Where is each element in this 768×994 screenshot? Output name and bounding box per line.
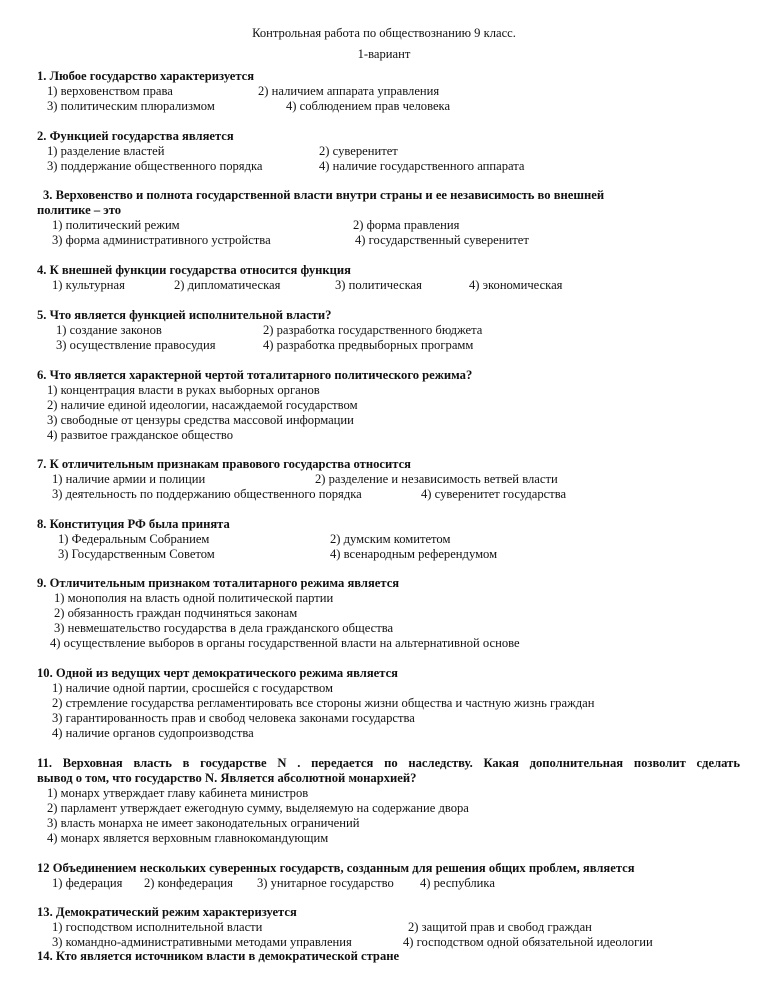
q3-option-1: 1) политический режим	[52, 218, 180, 232]
q9-option-3: 3) невмешательство государства в дела гражданского общества	[54, 621, 394, 635]
q9-option-2: 2) обязанность граждан подчиняться законам	[54, 606, 298, 620]
q7-option-2: 2) разделение и независимость ветвей власти	[315, 472, 558, 486]
q10-option-1: 1) наличие одной партии, сросшейся с государством	[52, 681, 333, 695]
q13-option-1: 1) господством исполнительной власти	[52, 920, 263, 934]
q5-option-4: 4) разработка предвыборных программ	[263, 338, 474, 352]
q9-option-4: 4) осуществление выборов в органы государственной власти на альтернативной основе	[50, 636, 520, 650]
question-9: 9. Отличительным признаком тоталитарного режима является	[37, 576, 400, 590]
question-3-cont: политике – это	[37, 203, 122, 217]
q7-option-3: 3) деятельность по поддержанию общественного порядка	[52, 487, 362, 501]
variant-label: 1-вариант	[357, 47, 411, 61]
q13-option-3: 3) командно-административными методами управления	[52, 935, 352, 949]
q4-option-4: 4) экономическая	[469, 278, 563, 292]
question-3: 3. Верховенство и полнота государственной власти внутри страны и ее независимость во внешней	[43, 188, 605, 202]
question-8: 8. Конституция РФ была принята	[37, 517, 230, 531]
q3-option-4: 4) государственный суверенитет	[355, 233, 529, 247]
q4-option-2: 2) дипломатическая	[174, 278, 281, 292]
q8-option-4: 4) всенародным референдумом	[330, 547, 498, 561]
q10-option-4: 4) наличие органов судопроизводства	[52, 726, 254, 740]
q1-option-1: 1) верховенством права	[47, 84, 173, 98]
q10-option-2: 2) стремление государства регламентировать все стороны жизни общества и частную жизнь граждан	[52, 696, 595, 710]
q11-option-3: 3) власть монарха не имеет законодательных ограничений	[47, 816, 360, 830]
question-6: 6. Что является характерной чертой тоталитарного политического режима?	[37, 368, 473, 382]
q6-option-4: 4) развитое гражданское общество	[47, 428, 234, 442]
q8-option-1: 1) Федеральным Собранием	[58, 532, 210, 546]
question-14: 14. Кто является источником власти в демократической стране	[37, 949, 400, 963]
q4-option-1: 1) культурная	[52, 278, 125, 292]
q1-option-4: 4) соблюдением прав человека	[286, 99, 451, 113]
q12-option-3: 3) унитарное государство	[257, 876, 394, 890]
q6-option-2: 2) наличие единой идеологии, насаждаемой государством	[47, 398, 358, 412]
q7-option-4: 4) суверенитет государства	[421, 487, 567, 501]
q11-option-4: 4) монарх является верховным главнокомандующим	[47, 831, 329, 845]
q11-option-2: 2) парламент утверждает ежегодную сумму, выделяемую на содержание двора	[47, 801, 469, 815]
q12-option-4: 4) республика	[420, 876, 495, 890]
q7-option-1: 1) наличие армии и полиции	[52, 472, 206, 486]
question-4: 4. К внешней функции государства относится функция	[37, 263, 351, 277]
q8-option-2: 2) думским комитетом	[330, 532, 451, 546]
q2-option-2: 2) суверенитет	[319, 144, 398, 158]
q9-option-1: 1) монополия на власть одной политической партии	[54, 591, 334, 605]
q5-option-1: 1) создание законов	[56, 323, 162, 337]
q12-option-2: 2) конфедерация	[144, 876, 233, 890]
q8-option-3: 3) Государственным Советом	[58, 547, 215, 561]
question-7: 7. К отличительным признакам правового государства относится	[37, 457, 411, 471]
question-5: 5. Что является функцией исполнительной власти?	[37, 308, 332, 322]
q13-option-4: 4) господством одной обязательной идеологии	[403, 935, 653, 949]
q2-option-4: 4) наличие государственного аппарата	[319, 159, 525, 173]
question-10: 10. Одной из ведущих черт демократического режима является	[37, 666, 398, 680]
q6-option-3: 3) свободные от цензуры средства массовой информации	[47, 413, 354, 427]
q5-option-2: 2) разработка государственного бюджета	[263, 323, 483, 337]
document-title: Контрольная работа по обществознанию 9 класс.	[252, 26, 516, 40]
question-12: 12 Объединением нескольких суверенных государств, созданным для решения общих проблем, является	[37, 861, 635, 875]
q12-option-1: 1) федерация	[52, 876, 123, 890]
q6-option-1: 1) концентрация власти в руках выборных органов	[47, 383, 320, 397]
q5-option-3: 3) осуществление правосудия	[56, 338, 216, 352]
q13-option-2: 2) защитой прав и свобод граждан	[408, 920, 592, 934]
question-2: 2. Функцией государства является	[37, 129, 234, 143]
q11-option-1: 1) монарх утверждает главу кабинета министров	[47, 786, 309, 800]
question-13: 13. Демократический режим характеризуется	[37, 905, 297, 919]
q1-option-3: 3) политическим плюрализмом	[47, 99, 215, 113]
q10-option-3: 3) гарантированность прав и свобод человека законами государства	[52, 711, 415, 725]
question-11: 11. Верховная власть в государстве N . передается по наследству. Какая дополнительная позволит сделать	[37, 756, 740, 770]
q4-option-3: 3) политическая	[335, 278, 422, 292]
q2-option-1: 1) разделение властей	[47, 144, 165, 158]
q3-option-2: 2) форма правления	[353, 218, 460, 232]
q3-option-3: 3) форма административного устройства	[52, 233, 271, 247]
question-11-cont: вывод о том, что государство N. Является абсолютной монархией?	[37, 771, 417, 785]
q2-option-3: 3) поддержание общественного порядка	[47, 159, 263, 173]
question-1: 1. Любое государство характеризуется	[37, 69, 255, 83]
q1-option-2: 2) наличием аппарата управления	[258, 84, 440, 98]
